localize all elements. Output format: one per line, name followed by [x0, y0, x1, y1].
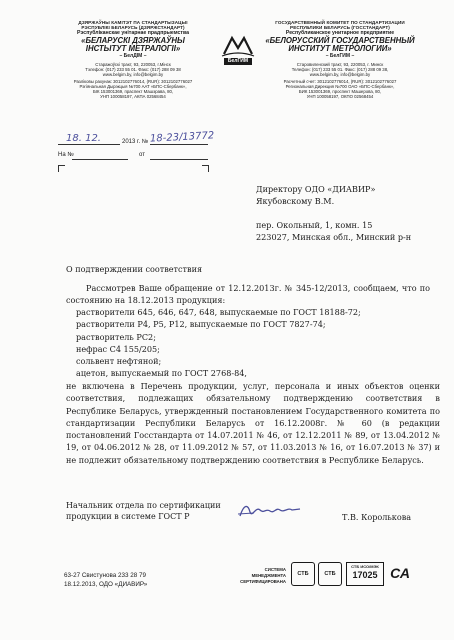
conclusion-paragraph: не включена в Перечень продукции, услуг, персонала и иных объектов оценки соответствия, подлежащих обязательному подтверждению соответствия в Республике Беларусь, утвержденный постановлением Государственного комитета по стандартизации Республики Беларусь от 16.12.2008г. № 60 (в редакции постановлений Госстандарта от 14.07.2011 № 46, от 12.12.2011 № 89, от 13.04.2012 № 19, от 04.06.2012 № 28, от 11.09.2012 № 57, от 11.03.2013 № 16, от 16.07.2013 № 37) и не подлежит обязательному подтверждению соответствия в Республике Беларусь. [66, 381, 440, 465]
addressee-street: пер. Окольный, 1, комн. 15 [256, 219, 373, 230]
letterhead-left-name2: ІНСТЫТУТ МЕТРАЛОГІІ» [85, 44, 181, 54]
corner-mark-left [58, 165, 65, 172]
accreditation-badge [346, 562, 384, 586]
letterhead-left-addr2: Тэлефон: (017) 233 55 01. Факс: (017) 288 09 38 [85, 67, 181, 73]
signatory-name: Т.В. Королькова [342, 512, 412, 522]
addressee-city: 223027, Минская обл., Минский р-н [256, 231, 412, 242]
letterhead-left-bank3: БІК 153001369, праспект Машэрава, 80, [92, 88, 174, 94]
ref-label: На № [58, 152, 74, 158]
letterhead-right-addr1: Старовиленский тракт, 93, 220053, г. Минск [296, 62, 384, 68]
date-line [58, 144, 120, 145]
management-system-line2: СЕРТИФИЦИРОВАНА [240, 579, 286, 584]
stb-badge-2-text: СТБ [324, 571, 336, 577]
addressee [256, 183, 446, 243]
product-item: растворители Р4, Р5, Р12, выпускаемые по ГОСТ 7827-74; [76, 319, 326, 330]
letterhead-left-addr3: www.belgim.by, info@belgim.by [102, 72, 164, 78]
ref-from-label: от [139, 152, 145, 158]
letterhead-right-name1: «БЕЛОРУССКИЙ ГОСУДАРСТВЕННЫЙ [265, 35, 415, 45]
management-system-line1: СИСТЕМА МЕНЕДЖМЕНТА [251, 567, 286, 578]
letterhead-right-bank1: Расчетный счет: 3012102776014, (RUR): 3012102776027 [283, 79, 397, 84]
intro-paragraph: Рассмотрев Ваше обращение от 12.12.2013г. № 345-12/2013, сообщаем, что по состоянию на 18.12.2013 продукция: [66, 283, 430, 306]
stb-badge-1-text: СТБ [297, 571, 309, 577]
letterhead-right-bank3: БИК 153001369, проспект Машерова, 80, [298, 88, 382, 94]
product-item: растворитель РС2; [76, 331, 156, 342]
date-year-label: 2013 г. № [122, 139, 149, 145]
product-item: нефрас С4 155/205; [76, 343, 160, 354]
accreditation-mark [386, 560, 414, 586]
stb-badge-2 [318, 562, 342, 586]
accreditation-mark-letters: СА [390, 565, 410, 581]
product-item: растворители 645, 646, 647, 648, выпускаемые по ГОСТ 18188-72; [76, 307, 361, 317]
addressee-name: Якубовскому В.М. [256, 196, 335, 207]
date-recipient: 18.12.2013, ОДО «ДИАВИР» [64, 581, 148, 588]
date-day: 18. 12. [66, 133, 101, 144]
addressee-position: Директору ОДО «ДИАВИР» [256, 184, 376, 194]
ref-date-line [150, 159, 208, 160]
letterhead-right-line3: Республиканское унитарное предприятие [285, 29, 395, 36]
accreditation-number: 17025 [352, 570, 378, 580]
letterhead-right-addr3: www.belgim.by, info@belgim.by [309, 72, 371, 78]
subject: О подтверждении соответствия [66, 264, 203, 274]
handwritten-signature [236, 498, 306, 524]
letterhead-left-name1: «БЕЛАРУСКІ ДЗЯРЖАЎНЫ [81, 35, 185, 45]
executor-contact: 63-27 Свистунова 233 28 79 [64, 572, 147, 579]
product-list [76, 306, 440, 380]
management-system-note [230, 567, 286, 585]
signature-icon [236, 498, 306, 524]
letterhead-left-line1: ДЗЯРЖАЎНЫ КАМІТЭТ ПА СТАНДАРТЫЗАЦЫІ [78, 20, 188, 25]
corner-mark-right [202, 165, 209, 172]
belgim-logo [220, 30, 256, 70]
product-item: ацетон, выпускаемый по ГОСТ 2768-84, [76, 368, 247, 379]
letterhead-right-line1: ГОСУДАРСТВЕННЫЙ КОМИТЕТ ПО СТАНДАРТИЗАЦИИ [275, 20, 405, 25]
letterhead-left-bank4: УНП 100058197, АКПА 02568454 [100, 93, 166, 99]
letterhead-right-bank2: Региональная Дирекция №700 ОАО «БПС-Сбербанк», [285, 83, 395, 89]
signatory-title [66, 500, 221, 522]
letterhead-right-name2: ИНСТИТУТ МЕТРОЛОГИИ» [288, 44, 392, 54]
letterhead-left-bank1: Разліковы рахунак: 3012102776014, (RUR): 3012102776027 [73, 79, 193, 84]
letterhead-right-addr2: Телефон: (017) 233 55 01. Факс: (017) 288 09 38, [291, 67, 389, 73]
signatory-title-line2: продукции в системе ГОСТ Р [66, 512, 190, 521]
stb-badge-1 [291, 562, 315, 586]
letterhead-left-line2: РЭСПУБЛІКІ БЕЛАРУСЬ (ДЗЯРЖСТАНДАРТ) [81, 25, 185, 31]
signatory-title-line1: Начальник отдела по сертификации [66, 501, 221, 510]
ref-number-line [72, 159, 128, 160]
letterhead-left-line3: Рэспубліканскае унітарнае прадпрыемства [77, 29, 189, 36]
product-item: сольвент нефтяной; [76, 356, 162, 367]
executor-info [64, 571, 147, 589]
letterhead-right-line2: РЕСПУБЛИКИ БЕЛАРУСЬ (ГОССТАНДАРТ) [290, 25, 390, 31]
letterhead-left-abbr: – БелДІМ – [119, 53, 147, 60]
letterhead-right [260, 20, 420, 100]
outgoing-number: 18-23/13772 [149, 130, 215, 145]
letterhead-left [58, 20, 208, 100]
accreditation-standard: СТБ ИСО/МЭК [351, 564, 379, 569]
letterhead-left-bank2: Рэгіянальная Дырэкцыя №700 ААТ «БПС-Сбербанк», [79, 83, 187, 89]
letterhead-right-abbr: – БелГИМ – [325, 53, 355, 60]
letterhead-left-addr1: Старажоўскі тракт, 93, 220053, г.Мінск [95, 62, 171, 68]
letterhead-right-bank4: УНП 100058197, ОКПО 02568454 [306, 93, 374, 99]
logo-text: БелГИМ [227, 58, 249, 64]
